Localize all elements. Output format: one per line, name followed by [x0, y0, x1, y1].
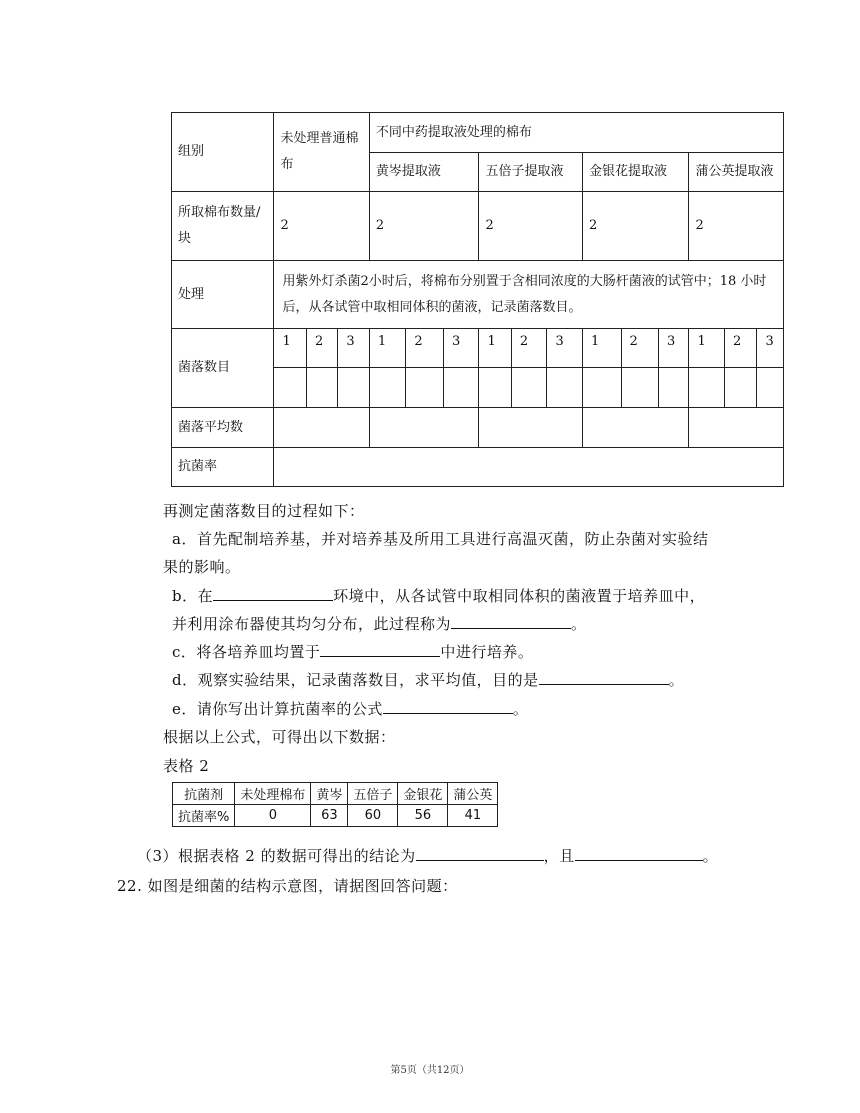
trial-number-cell: 2: [306, 329, 337, 368]
extract-header-wubeizi: 五倍子提取液: [479, 153, 583, 192]
conclusion-intro: 根据以上公式，可得出以下数据：: [163, 728, 396, 746]
trial-number-cell: 1: [274, 329, 306, 368]
table2-value-cell: 56: [398, 805, 448, 827]
question-3-text: ，且: [543, 847, 575, 865]
trial-number-cell: 1: [582, 329, 621, 368]
trial-number-cell: 3: [659, 329, 689, 368]
group-label-cell: 组别: [172, 113, 274, 192]
table2-value-cell: 41: [448, 805, 498, 827]
answer-blank: [539, 670, 669, 685]
table2-value-cell: 0: [235, 805, 311, 827]
step-c-text: 中进行培养。: [440, 643, 534, 661]
table2-header-cell: 蒲公英: [448, 783, 498, 805]
table2-value-cell: 63: [311, 805, 348, 827]
colony-empty-cell: [511, 368, 547, 408]
colony-empty-cell: [547, 368, 583, 408]
count-value-cell: 2: [689, 192, 784, 261]
trial-number-cell: 2: [406, 329, 444, 368]
colony-empty-cell: [443, 368, 479, 408]
trial-number-cell: 2: [621, 329, 659, 368]
avg-label-cell: 菌落平均数: [172, 408, 274, 448]
colony-empty-cell: [338, 368, 369, 408]
count-value-cell: 2: [479, 192, 583, 261]
colony-empty-cell: [659, 368, 689, 408]
answer-blank: [451, 614, 571, 629]
step-b-text: 环境中，从各试管中取相同体积的菌液置于培养皿中，: [333, 587, 706, 605]
step-d-text: 。: [668, 671, 685, 689]
colony-empty-cell: [689, 368, 725, 408]
untreated-header-cell: 未处理普通棉布: [274, 113, 369, 192]
step-b-text: b．在: [172, 587, 214, 605]
page-footer: 第5页（共12页）: [390, 1065, 470, 1076]
step-d: [172, 669, 684, 690]
trial-number-cell: 3: [757, 329, 784, 368]
count-value-cell: 2: [582, 192, 689, 261]
step-a-line1: a．首先配制培养基，并对培养基及所用工具进行高温灭菌，防止杂菌对实验结: [172, 530, 709, 548]
colony-empty-cell: [306, 368, 337, 408]
trial-number-cell: 1: [369, 329, 406, 368]
table2-value-cell: 60: [348, 805, 398, 827]
question-22: [117, 875, 458, 896]
extract-header-huangqin: 黄岑提取液: [369, 153, 479, 192]
trial-number-cell: 3: [443, 329, 479, 368]
table2-header-cell: 抗菌剂: [173, 783, 235, 805]
colony-empty-cell: [725, 368, 757, 408]
answer-blank: [416, 846, 544, 861]
question-22-number: 22.: [117, 877, 143, 895]
count-value-cell: 2: [369, 192, 479, 261]
colony-empty-cell: [406, 368, 444, 408]
table2-header-cell: 五倍子: [348, 783, 398, 805]
extract-header-jinyinhua: 金银花提取液: [582, 153, 689, 192]
step-e: [172, 698, 528, 719]
step-c-text: c．将各培养皿均置于: [172, 643, 321, 661]
step-e-text: 。: [512, 700, 529, 718]
step-b-line2: [172, 613, 587, 634]
avg-empty-cell: [582, 408, 689, 448]
trial-number-cell: 2: [511, 329, 547, 368]
colony-empty-cell: [582, 368, 621, 408]
colony-empty-cell: [274, 368, 306, 408]
steps-intro: 再测定菌落数目的过程如下：: [163, 502, 365, 520]
trial-number-cell: 1: [689, 329, 725, 368]
table2-value-cell: 抗菌率%: [173, 805, 235, 827]
avg-empty-cell: [369, 408, 479, 448]
answer-blank: [213, 586, 333, 601]
step-e-text: e．请你写出计算抗菌率的公式: [172, 700, 383, 718]
step-b-line1: [172, 585, 705, 606]
trial-number-cell: 3: [338, 329, 369, 368]
answer-blank: [383, 699, 513, 714]
count-value-cell: 2: [274, 192, 369, 261]
rate-label-cell: 抗菌率: [172, 448, 274, 487]
question-22-text: 如图是细菌的结构示意图，请据图回答问题：: [147, 877, 458, 895]
answer-blank: [575, 846, 703, 861]
trial-number-cell: 1: [479, 329, 511, 368]
extract-header-pugongying: 蒲公英提取液: [689, 153, 784, 192]
step-b-text: 并利用涂布器使其均匀分布，此过程称为: [172, 615, 452, 633]
trial-number-cell: 3: [547, 329, 583, 368]
table2-header-cell: 未处理棉布: [235, 783, 311, 805]
answer-blank: [320, 642, 440, 657]
table2-header-cell: 金银花: [398, 783, 448, 805]
trial-number-cell: 2: [725, 329, 757, 368]
process-label-cell: 处理: [172, 261, 274, 329]
question-3-text: （3）根据表格 2 的数据可得出的结论为: [137, 847, 416, 865]
colony-empty-cell: [757, 368, 784, 408]
count-label-cell: 所取棉布数量/块: [172, 192, 274, 261]
colony-label-cell: 菌落数目: [172, 329, 274, 408]
question-3-text: 。: [702, 847, 719, 865]
step-d-text: d．观察实验结果，记录菌落数目，求平均值，目的是: [172, 671, 539, 689]
avg-empty-cell: [479, 408, 583, 448]
avg-empty-cell: [274, 408, 369, 448]
step-c: [172, 641, 533, 662]
question-3: [137, 845, 718, 866]
avg-empty-cell: [689, 408, 784, 448]
rate-empty-cell: [274, 448, 784, 487]
table2-title: 表格 2: [163, 757, 210, 775]
colony-empty-cell: [621, 368, 659, 408]
colony-empty-cell: [479, 368, 511, 408]
antibacterial-rate-table: [172, 782, 498, 827]
step-b-text: 。: [571, 615, 587, 633]
table2-header-cell: 黄岑: [311, 783, 348, 805]
process-text-cell: 用紫外灯杀菌2小时后，将棉布分别置于含相同浓度的大肠杆菌液的试管中；18 小时后，从各试管中取相同体积的菌液，记录菌落数目。: [274, 261, 784, 329]
treated-header-cell: 不同中药提取液处理的棉布: [369, 113, 783, 153]
step-a-line2: 果的影响。: [163, 558, 241, 576]
colony-empty-cell: [369, 368, 406, 408]
experiment-table: [171, 112, 784, 487]
